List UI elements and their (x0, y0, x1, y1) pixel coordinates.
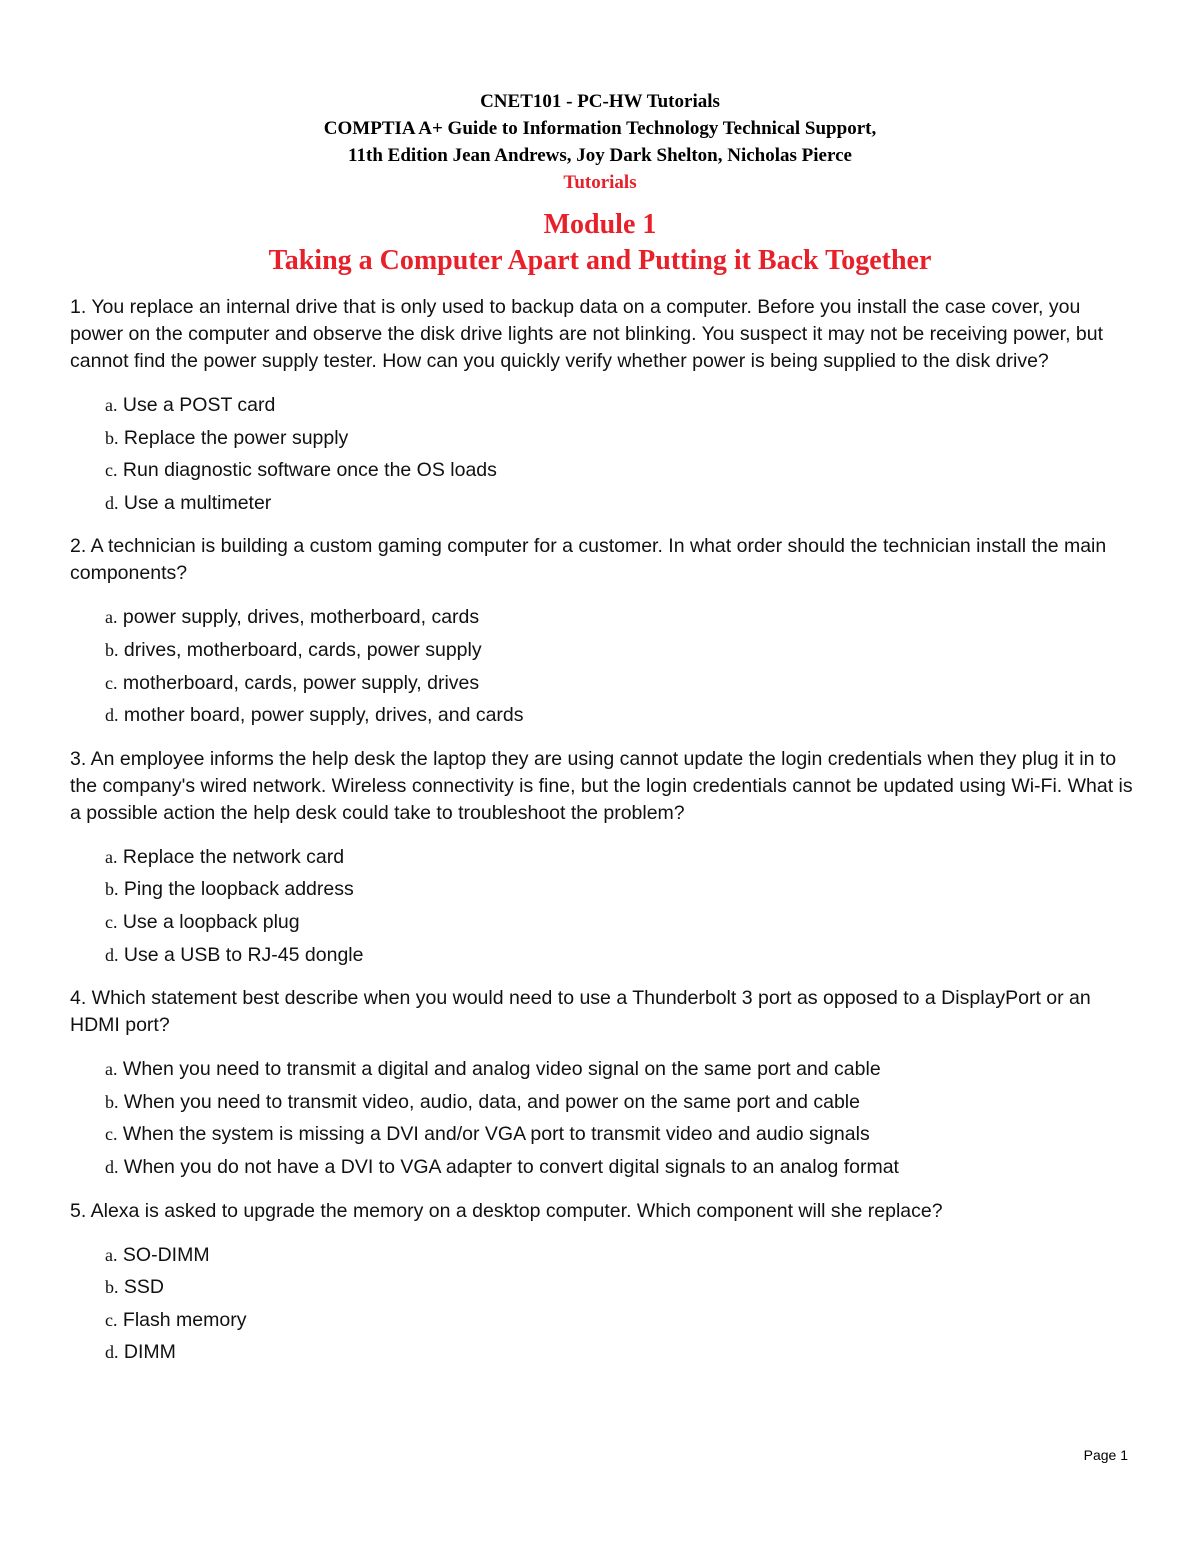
option-list (70, 389, 1135, 519)
option-text: Replace the power supply (123, 426, 349, 449)
option-letter: c. (105, 460, 118, 481)
option-letter: b. (105, 1091, 119, 1112)
question-text: 4. Which statement best describe when you would need to use a Thunderbolt 3 port as opposed to a DisplayPort or an HDMI port? (70, 987, 1091, 1037)
option-c (105, 454, 1135, 487)
option-list (70, 1053, 1135, 1183)
option-b (105, 873, 1135, 906)
module-subtitle: Taking a Computer Apart and Putting it Back Together (268, 245, 932, 276)
option-letter: a. (105, 1059, 118, 1080)
option-text: Use a multimeter (123, 491, 272, 514)
option-letter: d. (105, 1156, 119, 1177)
option-letter: d. (105, 944, 119, 965)
option-c (105, 667, 1135, 700)
page-number: Page 1 (1083, 1447, 1128, 1463)
option-list (70, 841, 1135, 971)
option-text: When you need to transmit video, audio, data, and power on the same port and cable (123, 1090, 860, 1113)
option-text: power supply, drives, motherboard, cards (122, 606, 480, 629)
option-text: Ping the loopback address (123, 878, 354, 901)
module-heading (0, 207, 1200, 279)
question-3 (70, 746, 1135, 971)
question-5 (70, 1198, 1135, 1369)
option-letter: d. (105, 492, 119, 513)
option-b (105, 422, 1135, 455)
question-text: 5. Alexa is asked to upgrade the memory on a desktop computer. Which component will she replace? (70, 1199, 943, 1222)
option-d (105, 1151, 1135, 1184)
option-a (105, 1239, 1135, 1272)
option-text: When the system is missing a DVI and/or VGA port to transmit video and audio signals (122, 1123, 870, 1146)
book-title-line-2: 11th Edition Jean Andrews, Joy Dark Shelton, Nicholas Pierce (348, 145, 852, 166)
option-text: motherboard, cards, power supply, drives (122, 671, 480, 694)
question-text: 3. An employee informs the help desk the laptop they are using cannot update the login credentials when they plug it in to the company's wired network. Wireless connectivity is fine, but the login credentials cannot be updated using Wi-Fi. What is a possible action the help desk could take to troubleshoot the problem? (70, 747, 1133, 824)
option-d (105, 487, 1135, 520)
option-text: Run diagnostic software once the OS loads (122, 459, 497, 482)
option-c (105, 1118, 1135, 1151)
option-d (105, 699, 1135, 732)
option-text: SSD (123, 1276, 165, 1299)
option-a (105, 1053, 1135, 1086)
option-text: SO-DIMM (122, 1243, 210, 1266)
option-c (105, 906, 1135, 939)
option-b (105, 634, 1135, 667)
option-letter: c. (105, 911, 118, 932)
option-letter: b. (105, 639, 119, 660)
option-letter: a. (105, 1244, 118, 1265)
option-text: Flash memory (122, 1308, 247, 1331)
option-a (105, 389, 1135, 422)
question-2 (70, 533, 1135, 731)
option-a (105, 841, 1135, 874)
question-1 (70, 294, 1135, 519)
question-text: 2. A technician is building a custom gaming computer for a customer. In what order should the technician install the main components? (70, 535, 1107, 585)
module-title: Module 1 (543, 209, 657, 240)
option-c (105, 1304, 1135, 1337)
book-title-line-1: COMPTIA A+ Guide to Information Technology Technical Support, (323, 118, 877, 139)
option-text: Replace the network card (122, 845, 345, 868)
question-4 (70, 985, 1135, 1183)
option-a (105, 601, 1135, 634)
option-letter: d. (105, 705, 119, 726)
option-letter: a. (105, 607, 118, 628)
option-text: Use a POST card (122, 394, 276, 416)
option-text: Use a loopback plug (122, 910, 300, 933)
option-text: drives, motherboard, cards, power supply (123, 638, 482, 661)
option-letter: c. (105, 1309, 118, 1330)
option-text: DIMM (123, 1341, 176, 1364)
option-letter: b. (105, 1277, 119, 1298)
option-list (70, 1239, 1135, 1369)
option-b (105, 1086, 1135, 1119)
option-letter: b. (105, 879, 119, 900)
question-text: 1. You replace an internal drive that is only used to backup data on a computer. Before you install the case cover, you power on the computer and observe the disk drive lights are not blinking. You suspect it may not be receiving power, but cannot find the power supply tester. How can you quickly verify whether power is being supplied to the disk drive? (70, 296, 1104, 372)
option-text: Use a USB to RJ-45 dongle (123, 943, 364, 966)
option-text: When you need to transmit a digital and analog video signal on the same port and cable (122, 1058, 881, 1081)
option-letter: c. (105, 672, 118, 693)
option-letter: d. (105, 1342, 119, 1363)
option-text: When you do not have a DVI to VGA adapter to convert digital signals to an analog format (123, 1155, 899, 1178)
option-b (105, 1271, 1135, 1304)
option-letter: b. (105, 427, 119, 448)
document-header (0, 88, 1200, 196)
option-letter: a. (105, 846, 118, 867)
option-letter: a. (105, 395, 118, 415)
questions-list (70, 294, 1135, 1383)
option-letter: c. (105, 1124, 118, 1145)
section-label: Tutorials (563, 172, 637, 193)
option-list (70, 601, 1135, 731)
option-text: mother board, power supply, drives, and cards (123, 704, 524, 727)
course-title: CNET101 - PC-HW Tutorials (480, 91, 720, 112)
option-d (105, 939, 1135, 972)
option-d (105, 1336, 1135, 1369)
